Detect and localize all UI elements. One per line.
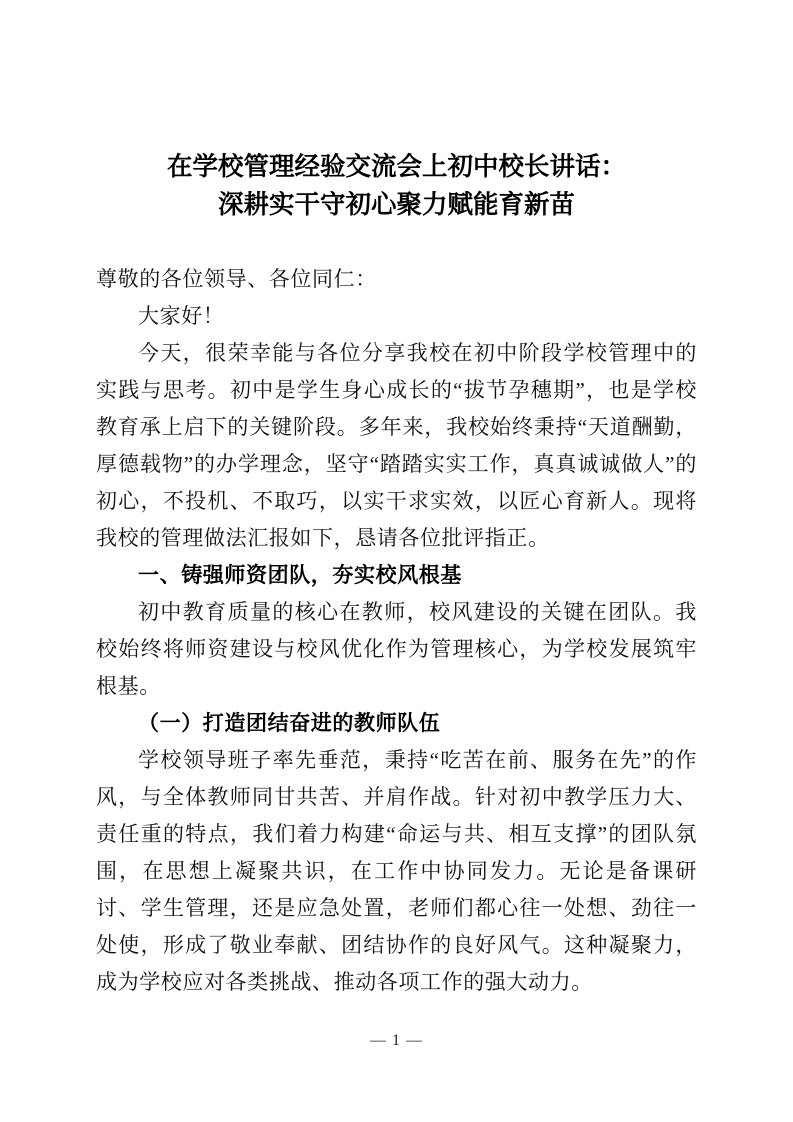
- title-line-2: 深耕实干守初心聚力赋能育新苗: [217, 191, 575, 219]
- greeting-paragraph: 大家好！: [138, 304, 225, 328]
- document-body: [96, 261, 697, 1001]
- page-title: [96, 0, 697, 224]
- section-1-paragraph: 初中教育质量的核心在教师，校风建设的关键在团队。我校始终将师资建设与校风优化作为管理核心，为学校发展筑牢根基。: [96, 600, 697, 698]
- subsection-1-1-paragraph: 学校领导班子率先垂范，秉持“吃苦在前、服务在先”的作风，与全体教师同甘共苦、并肩作战。针对初中教学压力大、责任重的特点，我们着力构建“命运与共、相互支撑”的团队氛围，在思想上凝聚共识，在工作中协同发力。无论是备课研讨、学生管理，还是应急处置，老师们都心往一处想、劲往一处使，形成了敬业奉献、团结协作的良好风气。这种凝聚力，成为学校应对各类挑战、推动各项工作的强大动力。: [96, 748, 697, 994]
- title-line-1: 在学校管理经验交流会上初中校长讲话：: [166, 153, 626, 181]
- section-heading-1: 一、铸强师资团队，夯实校风根基: [138, 563, 462, 587]
- page-content: [96, 0, 697, 1001]
- subsection-heading-1-1: （一）打造团结奋进的教师队伍: [138, 711, 441, 735]
- page-number-footer: — 1 —: [370, 1032, 423, 1049]
- salutation: 尊敬的各位领导、各位同仁：: [96, 267, 377, 291]
- intro-paragraph: 今天，很荣幸能与各位分享我校在初中阶段学校管理中的实践与思考。初中是学生身心成长的“拔节孕穗期”，也是学校教育承上启下的关键阶段。多年来，我校始终秉持“天道酬勤，厚德载物”的办学理念，坚守“踏踏实实工作，真真诚诚做人”的初心，不投机、不取巧，以实干求实效，以匠心育新人。现将我校的管理做法汇报如下，恳请各位批评指正。: [96, 341, 697, 550]
